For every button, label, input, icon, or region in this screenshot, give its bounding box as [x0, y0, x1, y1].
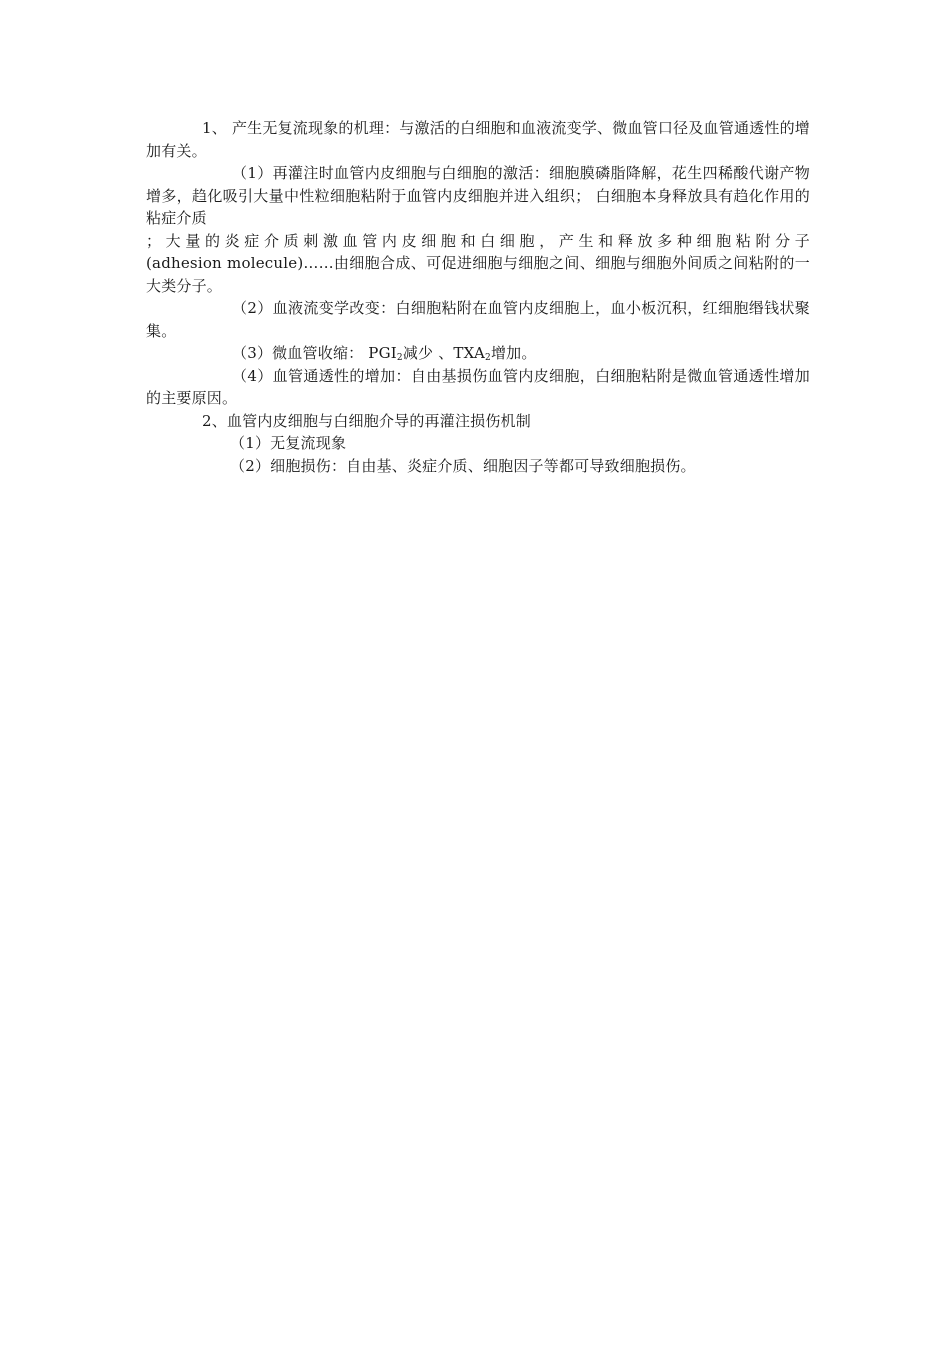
pgi-subscript: 2	[396, 353, 403, 363]
list-item-no-reflow: （1）无复流现象	[230, 434, 347, 452]
paragraph-adhesion-molecule: (adhesion molecule)……由细胞合成、可促进细胞与细胞之间、细胞与细胞外间质之间粘附的一大类分子。	[146, 254, 810, 295]
document-body	[146, 117, 810, 477]
constriction-text-mid: 减少 、TXA	[402, 344, 486, 362]
paragraph-no-reflow-mechanism: 1、 产生无复流现象的机理：与激活的白细胞和血液流变学、微血管口径及血管通透性的增加有关。	[146, 119, 810, 160]
paragraph-hemorheology: （2）血液流变学改变：白细胞粘附在血管内皮细胞上，血小板沉积，红细胞缗钱状聚集。	[146, 299, 810, 340]
paragraph-microvessel-constriction	[146, 342, 810, 365]
txa-subscript: 2	[485, 353, 491, 363]
paragraph-endothelial-activation: （1）再灌注时血管内皮细胞与白细胞的激活：细胞膜磷脂降解，花生四稀酸代谢产物增多，趋化吸引大量中性粒细胞粘附于血管内皮细胞并进入组织； 白细胞本身释放具有趋化作用的粘症介质	[146, 164, 810, 227]
list-item-cell-injury: （2）细胞损伤：自由基、炎症介质、细胞因子等都可导致细胞损伤。	[230, 456, 696, 475]
paragraph-inflammatory-mediators: ；大量的炎症介质刺激血管内皮细胞和白细胞，产生和释放多种细胞粘附分子	[146, 231, 810, 250]
constriction-text-prefix: （3）微血管收缩： PGI	[232, 344, 397, 362]
heading-reperfusion-injury-mechanism: 2、血管内皮细胞与白细胞介导的再灌注损伤机制	[202, 411, 531, 430]
constriction-text-suffix: 增加。	[490, 344, 537, 362]
paragraph-vascular-permeability: （4）血管通透性的增加：自由基损伤血管内皮细胞，白细胞粘附是微血管通透性增加的主要原因。	[146, 366, 810, 407]
